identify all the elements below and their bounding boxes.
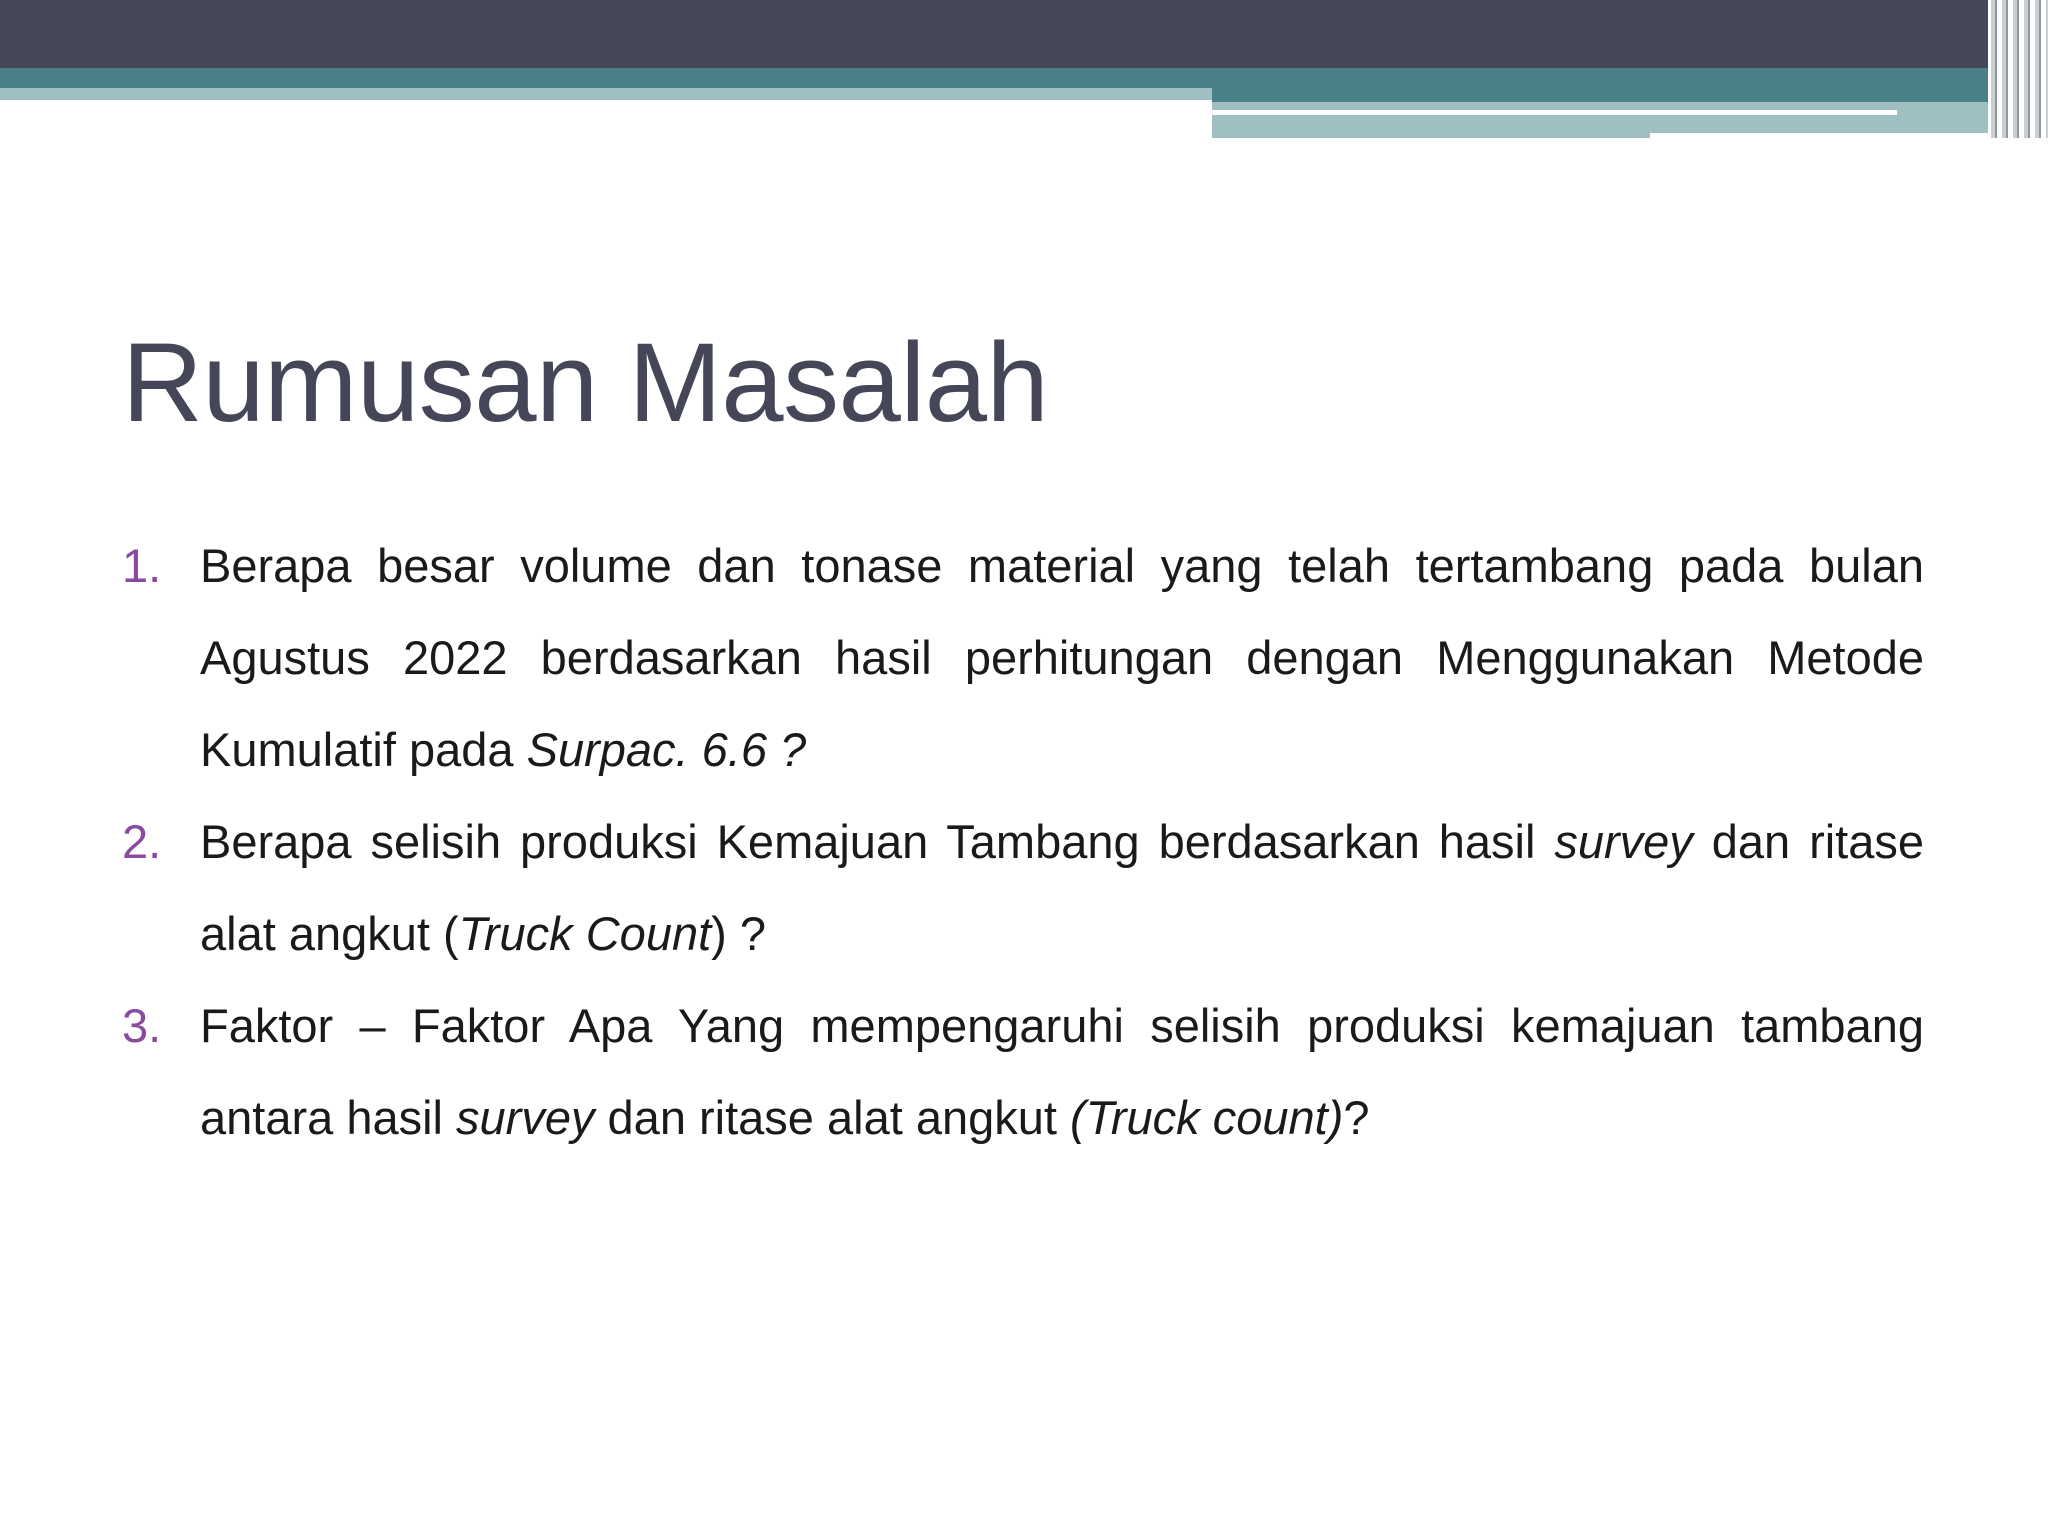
list-number: 2. xyxy=(122,815,162,868)
header-stripes xyxy=(1988,0,2048,138)
text-segment: dan ritase alat angkut xyxy=(594,1091,1071,1144)
header-band-teal-right xyxy=(1212,88,1990,102)
text-segment-italic: survey xyxy=(456,1091,595,1144)
text-segment: dan ritase alat angkut ( xyxy=(200,815,1924,960)
text-segment-italic: survey xyxy=(1554,815,1693,868)
header-band-dark xyxy=(0,0,2048,68)
list-item xyxy=(122,980,1924,1164)
list-item-text xyxy=(200,796,1924,980)
list-item-text xyxy=(200,980,1924,1164)
header-accent-line xyxy=(1212,110,1897,115)
list-item xyxy=(122,796,1924,980)
text-segment-italic: (Truck count) xyxy=(1070,1091,1344,1144)
header-band-teal xyxy=(0,68,1990,88)
text-segment-italic: Truck Count xyxy=(458,907,712,960)
text-segment: ) ? xyxy=(711,907,767,960)
list-number: 3. xyxy=(122,999,162,1052)
problem-list xyxy=(122,520,1924,1164)
list-number: 1. xyxy=(122,539,162,592)
text-segment-italic: Surpac. 6.6 ? xyxy=(526,723,807,776)
text-segment: Faktor – Faktor Apa Yang mempengaruhi selisih produksi kemajuan tambang antara hasil xyxy=(200,999,1924,1144)
text-segment: Berapa selisih produksi Kemajuan Tambang berdasarkan hasil xyxy=(200,815,1555,868)
header-band-light-left xyxy=(0,88,1212,100)
list-item-text xyxy=(200,520,1924,796)
header-accent-gap xyxy=(1650,133,1990,139)
slide-title: Rumusan Masalah xyxy=(122,320,1049,445)
text-segment: Berapa besar volume dan tonase material yang telah tertambang pada bulan Agustus 2022 berdasarkan hasil perhitungan dengan Menggunakan Metode Kumulatif pada xyxy=(200,539,1924,776)
list-item xyxy=(122,520,1924,796)
text-segment: ? xyxy=(1343,1091,1370,1144)
